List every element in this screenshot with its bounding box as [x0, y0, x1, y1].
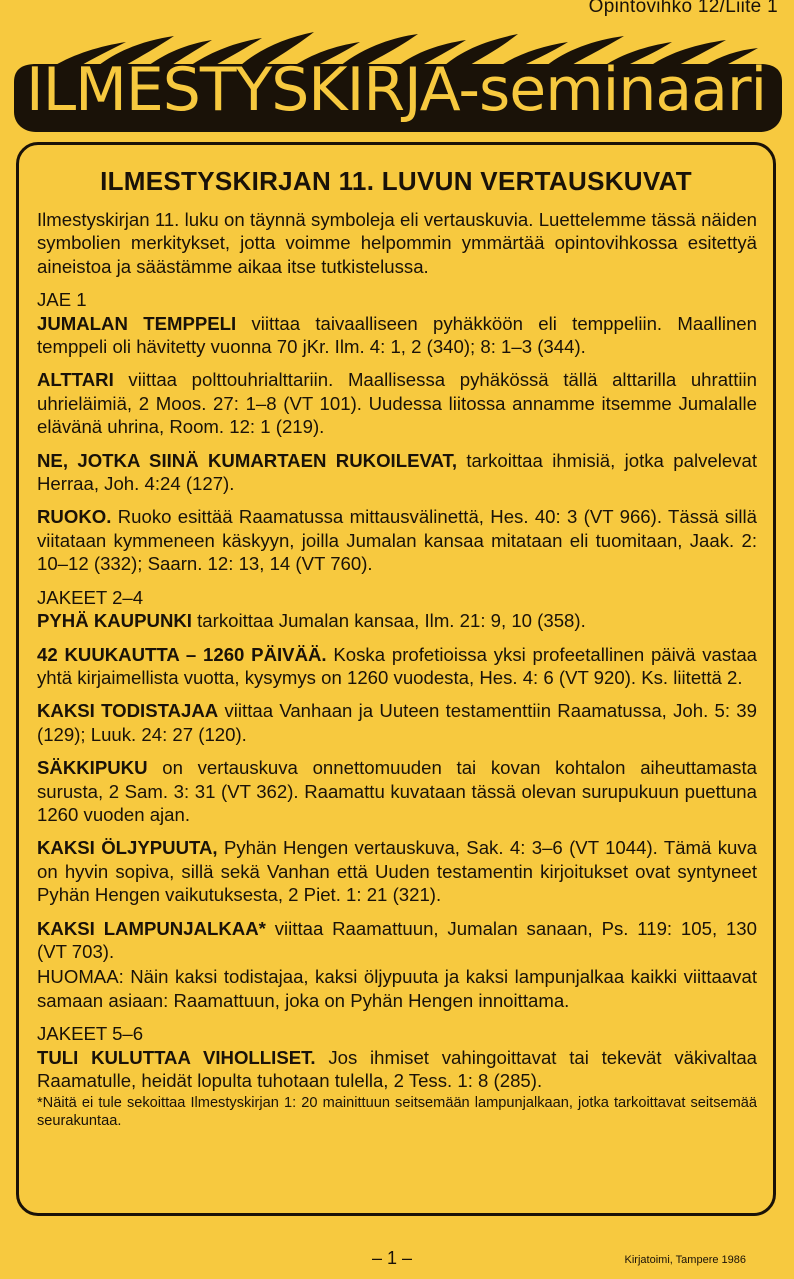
- entry-text: tarkoittaa Jumalan kansaa, Ilm. 21: 9, 10 (358).: [191, 610, 586, 632]
- entry-lampunjalkaa: [37, 917, 757, 964]
- entry-text: Pyhän Hengen vertauskuva, Sak. 4: 3–6 (VT 1044). Tämä kuva on hyvin sopiva, sillä sekä Vanhan että Uuden testamentin kirjoitukset ovat syntyneet Pyhän Hengen vaikutuksesta, 2 Piet. 1: 21 (321).: [37, 837, 757, 906]
- section-label-jakeet-2-4: JAKEET 2–4: [37, 586, 144, 608]
- entry-todistajaa: [37, 699, 757, 746]
- page-number: – 1 –: [372, 1248, 413, 1268]
- entry-temppeli: [37, 312, 757, 359]
- entry-term: 42 KUUKAUTTA – 1260 PÄIVÄÄ.: [37, 643, 327, 665]
- entry-term: RUOKO.: [37, 506, 112, 528]
- entry-term: KAKSI TODISTAJAA: [37, 700, 219, 722]
- entry-term: ALTTARI: [37, 369, 114, 391]
- entry-text: viittaa Raamattuun, Jumalan sanaan, Ps. 119: 105, 130 (VT 703).: [37, 917, 757, 962]
- entry-text: Ruoko esittää Raamatussa mittausvälinettä, Hes. 40: 3 (VT 966). Tässä sillä viitataan kymmeneen käskyyn, joilla Jumalan kansaa mitataan eli tuomitaan, Jaak. 2: 10–12 (332); Saarn. 12: 13, 14 (VT 760).: [37, 506, 757, 575]
- entry-kaupunki: [37, 609, 757, 632]
- page-heading: ILMESTYSKIRJAN 11. LUVUN VERTAUSKUVAT: [100, 166, 692, 196]
- entry-text: viittaa taivaalliseen pyhäkköön eli temppeliin. Maallinen temppeli oli hävitetty vuonna 70 jKr. Ilm. 4: 1, 2 (340); 8: 1–3 (344).: [37, 312, 757, 358]
- entry-alttari: [37, 368, 757, 438]
- footnote: *Näitä ei tule sekoittaa Ilmestyskirjan 1: 20 mainittuun seitsemään lampunjalkaan, jotka tarkoittavat seitsemää seurakuntaa.: [37, 1095, 757, 1130]
- entry-sakkipuku: [37, 756, 757, 826]
- banner-title: ILMESTYSKIRJA-seminaari: [26, 55, 767, 125]
- entry-term: JUMALAN TEMPPELI: [37, 312, 237, 334]
- entry-term: TULI KULUTTAA VIHOLLISET.: [37, 1046, 316, 1068]
- entry-oljypuuta: [37, 836, 757, 906]
- entry-text: Koska profetioissa yksi profeetallinen päivä vastaa yhtä kirjaimellista vuotta, kysymys on 1260 vuodesta, Hes. 4: 6 (VT 920). Ks. liitettä 2.: [37, 643, 757, 688]
- article-body: [37, 208, 757, 1140]
- entry-term: KAKSI LAMPUNJALKAA*: [37, 917, 266, 939]
- entry-term: KAKSI ÖLJYPUUTA,: [37, 837, 218, 859]
- entry-rukoilevat: [37, 449, 757, 496]
- section-label-jakeet-5-6: JAKEET 5–6: [37, 1023, 144, 1045]
- publisher-credit: Kirjatoimi, Tampere 1986: [624, 1254, 746, 1266]
- entry-text: viittaa Vanhaan ja Uuteen testamenttiin Raamatussa, Joh. 5: 39 (129); Luuk. 24: 27 (120).: [37, 700, 757, 745]
- entry-text: on vertauskuva onnettomuuden tai kovan kohtalon aiheuttamasta surusta, 2 Sam. 3: 31 (VT 362). Raamattu kuvataan tässä olevan surupukuun puettuna 1260 vuoden ajan.: [37, 757, 757, 825]
- section-label-jae-1: JAE 1: [37, 289, 87, 311]
- entry-kuukautta: [37, 643, 757, 690]
- entry-text: viittaa polttouhrialttariin. Maallisessa pyhäkössä tällä alttarilla uhrattiin uhrieläimiä, 2 Moos. 27: 1–8 (VT 101). Uudessa liitossa annamme itsemme Jumalalle elävänä uhrina, Room. 12: 1 (219).: [37, 369, 757, 438]
- top-reference: Opintovihko 12/Liite 1: [588, 0, 778, 17]
- entry-term: NE, JOTKA SIINÄ KUMARTAEN RUKOILEVAT,: [37, 449, 458, 471]
- entry-ruoko: [37, 505, 757, 575]
- entry-tuli: [37, 1046, 757, 1093]
- intro-paragraph: Ilmestyskirjan 11. luku on täynnä symboleja eli vertauskuvia. Luettelemme tässä näiden symbolien merkitykset, jotta voimme helpommin ymmärtää opintovihkossa esitettyä aineistoa ja säästämme aikaa itse tutkistelussa.: [37, 209, 757, 277]
- entry-term: PYHÄ KAUPUNKI: [37, 610, 192, 632]
- entry-text: tarkoittaa ihmisiä, jotka palvelevat Herraa, Joh. 4:24 (127).: [37, 449, 757, 495]
- entry-term: SÄKKIPUKU: [37, 757, 148, 779]
- note-huomaa: HUOMAA: Näin kaksi todistajaa, kaksi öljypuuta ja kaksi lampunjalkaa kaikki viittaavat samaan asiaan: Raamattuun, joka on Pyhän Hengen innoittama.: [37, 966, 757, 1011]
- entry-text: Jos ihmiset vahingoittavat tai tekevät väkivaltaa Raamatulle, heidät lopulta tuhotaan tulella, 2 Tess. 1: 8 (285).: [37, 1046, 758, 1091]
